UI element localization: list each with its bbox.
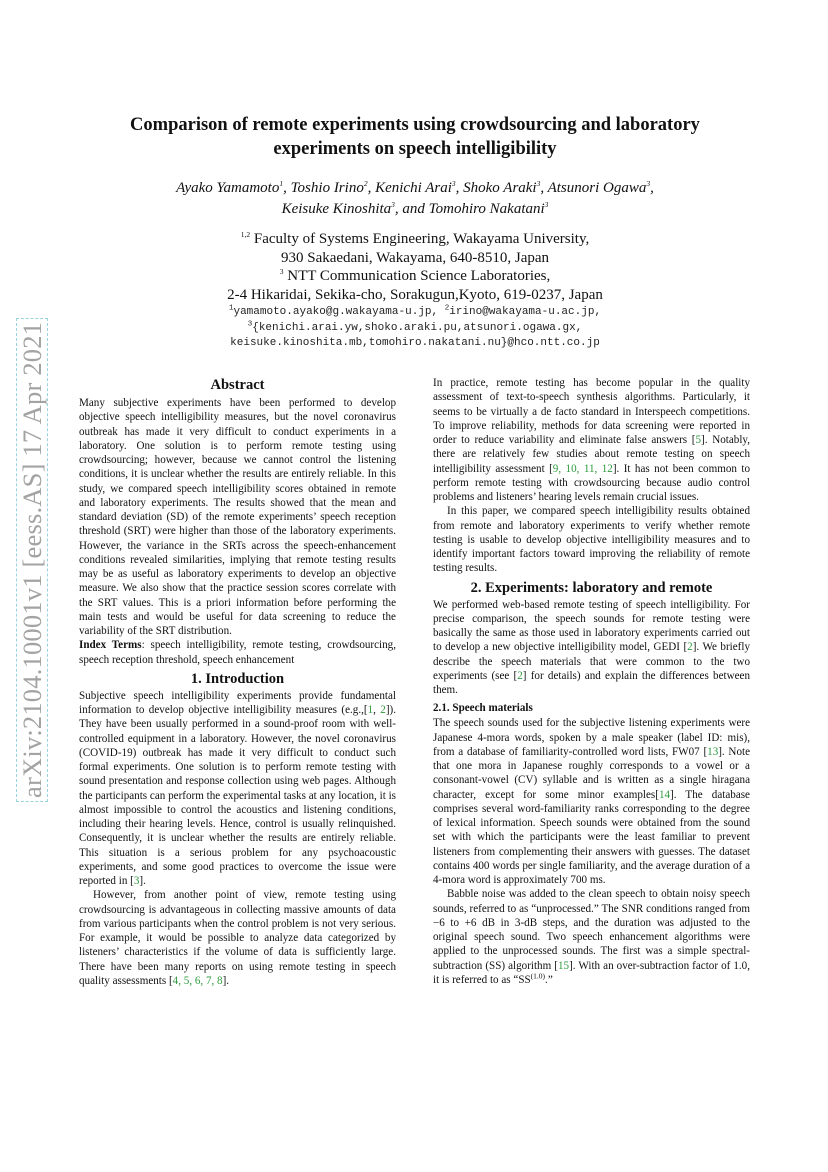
- citation-link[interactable]: 3: [133, 875, 140, 887]
- affiliation-line: 930 Sakaedani, Wakayama, 640-8510, Japan: [280, 249, 550, 266]
- affiliation-line: 2-4 Hikaridai, Sekika-cho, Sorakugun,Kyoto, 619-0237, Japan: [227, 286, 603, 303]
- text-run: ] for details) and explain the differences between them.: [433, 669, 750, 696]
- text-run: ].: [222, 974, 230, 987]
- affil-mark: 1,2: [240, 230, 251, 239]
- text-run: In practice, remote testing has become popular in the quality assessment of text-to-speech synthesis algorithms. Particularly, it seems to be virtually a de facto standard in Interspeech competitions. To improve reliability, methods for data screening were reported in order to reduce variability and eliminate false answers [: [433, 377, 750, 446]
- citation-link[interactable]: 15: [557, 959, 570, 972]
- arxiv-watermark[interactable]: [12, 321, 52, 802]
- affiliation-text: Faculty of Systems Engineering, Wakayama University,: [250, 231, 590, 247]
- author-list: [90, 178, 740, 220]
- author-affil-mark: 3: [451, 179, 456, 188]
- text-run: ].: [139, 875, 146, 887]
- email-block: [90, 305, 740, 352]
- text-run: ]. Notably, there are relatively few studies about remote testing on speech intelligibility assessment [: [433, 434, 750, 475]
- citation-link[interactable]: 13: [707, 745, 719, 758]
- author-affil-mark: 1: [279, 179, 284, 188]
- affil-mark: 3: [279, 267, 284, 276]
- left-column: [79, 376, 396, 988]
- citation-link[interactable]: 1: [367, 704, 374, 716]
- text-run: The speech sounds used for the subjective listening experiments were Japanese 4-mora words, spoken by a male speaker (label ID: mis), from a database of familiarity-controlled word lists, FW07 [: [433, 717, 750, 758]
- affiliation-line: [90, 230, 740, 249]
- right-paragraph-2: In this paper, we compared speech intelligibility results obtained from remote and laboratory experiments to verify whether remote testing is usable to develop objective intelligibility measures and to identify important factors toward improving the reliability of remote testing results.: [433, 505, 750, 575]
- text-run: ]). They have been usually performed in a sound-proof room with well-controlled equipment in a laboratory. However, the novel coronavirus (COVID-19) outbreak has made it very difficult to conduct such formal experiments. One solution is to perform remote testing with sound presentation and response collection using web pages. Although the participants can perform the experimental tasks at any location, it is almost impossible to control the acoustics and listening conditions, including their hearing levels. Hence, control is usually relinquished. Consequently, it is unclear whether the results are entirely reliable. This situation is a serious problem for any psychoacoustic experiments, and some good practices to overcome the issue were reported in [: [79, 704, 396, 887]
- title-line-2: experiments on speech intelligibility: [273, 139, 557, 159]
- title-line-1: Comparison of remote experiments using crowdsourcing and laboratory: [130, 115, 700, 135]
- citation-link[interactable]: 5: [695, 434, 702, 446]
- citation-link[interactable]: 2: [517, 669, 523, 682]
- author-affil-mark: 3: [544, 200, 549, 209]
- email-line: [90, 321, 740, 337]
- right-paragraph-1: [433, 376, 750, 504]
- abstract-text: Many subjective experiments have been performed to develop objective speech intelligibility measures, but the novel coronavirus outbreak has made it very difficult to conduct experiments in a laboratory. One solution is to perform remote testing using crowdsourcing; however, because we cannot control the listening conditions, it is unclear whether the results are entirely reliable. In this study, we compared speech intelligibility scores obtained in remote and laboratory experiments. The results showed that the mean and standard deviation (SD) of the remote experiments’ speech reception threshold (SRT) were higher than those of the laboratory experiments. However, the variance in the SRTs across the speech-enhancement conditions revealed similarities, implying that remote testing results may be as useful as laboratory experiments to develop an objective measure. We also show that the practice session scores correlate with the SRT values. This is a priori information before performing the main tests and would be useful for data screening to reduce the variability of the SRT distribution.: [79, 397, 396, 637]
- text-run: We performed web-based remote testing of speech intelligibility. For precise comparison, the speech sounds for remote testing were basically the same as those used in laboratory experiments carried out to develop a new objective intelligibility model, GEDI [: [433, 598, 750, 654]
- superscript: (1.0): [530, 971, 546, 981]
- author-name: Toshio Irino: [290, 180, 364, 196]
- author-name: and Tomohiro Nakatani: [402, 201, 545, 217]
- affiliation-text: NTT Communication Science Laboratories,: [283, 268, 551, 284]
- text-run: ]. We briefly describe the speech materials that were common to the two experiments (see [: [433, 641, 750, 682]
- paper-title: [90, 113, 740, 161]
- author-name: Ayako Yamamoto: [176, 180, 280, 196]
- index-terms-text: : speech intelligibility, remote testing, crowdsourcing, speech reception threshold, speech enhancement: [79, 639, 396, 666]
- email-address: yamamoto.ayako@g.wakayama-u.jp,: [233, 306, 445, 318]
- speech-materials-paragraph: [433, 716, 750, 887]
- babble-noise-paragraph: [433, 887, 750, 987]
- text-run: .”: [545, 973, 553, 986]
- text-run: ,: [373, 704, 381, 716]
- right-column: [433, 376, 750, 987]
- index-terms-label: Index Terms: [79, 639, 142, 652]
- author-name: Atsunori Ogawa: [547, 180, 647, 196]
- citation-link[interactable]: 2: [380, 704, 386, 716]
- email-address: {kenichi.arai.yw,shoko.araki.pu,atsunori.ogawa.gx,: [252, 321, 583, 334]
- email-mark: 1: [228, 304, 234, 313]
- text-run: ]. With an over-subtraction factor of 1.0, it is referred to as “SS: [433, 959, 750, 986]
- email-mark: 2: [444, 304, 450, 313]
- author-affil-mark: 3: [536, 179, 541, 188]
- arxiv-id-link[interactable]: arXiv:2104.10001v1 [eess.AS] 17 Apr 2021: [16, 318, 48, 802]
- author-affil-mark: 2: [363, 179, 368, 188]
- text-run: ]. The database comprises several word-familiarity ranks corresponding to the degree of lexical information. Speech sounds were obtained from the sound set with which the participants were the least familiar to prevent listeners from complementing their answers with guesses. The dataset contains 400 words per single familiarity, and the average duration of a 4-mora word is approximately 700 ms.: [433, 788, 750, 886]
- text-run: Subjective speech intelligibility experiments provide fundamental information to develop objective intelligibility measures (e.g.,[: [79, 689, 396, 716]
- email-mark: 3: [247, 319, 253, 328]
- author-line-2: Keisuke Kinoshita$^3$, and Tomohiro Nakatani$^3$: [281, 200, 549, 217]
- section-2-paragraph: [433, 598, 750, 698]
- affiliations: [90, 230, 740, 304]
- intro-paragraph-1: [79, 689, 396, 889]
- citation-link[interactable]: 2: [687, 641, 693, 654]
- email-line: [90, 305, 740, 321]
- author-name: Keisuke Kinoshita: [281, 201, 392, 217]
- author-affil-mark: 3: [391, 200, 395, 209]
- text-run: ]. Note that one mora in Japanese roughly corresponds to a vowel or a consonant-vowel (CV) syllable and is written as a single hiragana character, except for some minor examples[: [433, 745, 750, 801]
- email-address: irino@wakayama-u.ac.jp,: [449, 306, 602, 318]
- citation-link[interactable]: 9, 10, 11, 12: [552, 462, 613, 475]
- affiliation-line: [90, 267, 740, 286]
- subsection-2-1-heading: 2.1. Speech materials: [433, 702, 533, 715]
- text-run: ]. It has not been common to perform remote testing with crowdsourcing because audio control problems and listeners’ hearing levels remain crucial issues.: [433, 462, 750, 503]
- intro-heading: 1. Introduction: [190, 670, 285, 687]
- intro-paragraph-2: [79, 888, 396, 988]
- author-line-1: Ayako Yamamoto$^1$, Toshio Irino$^2$, Kenichi Arai$^3$, Shoko Araki$^3$, Atsunori Ogawa$^3$,: [176, 179, 654, 196]
- citation-link[interactable]: 14: [658, 788, 671, 801]
- index-terms: [79, 638, 396, 667]
- text-run: However, from another point of view, remote testing using crowdsourcing is advantageous in collecting massive amounts of data from various participants when the control problem is not very serious. For example, it would be possible to analyze data categorized by listeners’ characteristics if the volume of data is sufficiently large. There have been many reports on using remote testing in speech quality assessments [: [79, 889, 396, 987]
- author-name: Kenichi Arai: [375, 180, 452, 196]
- email-line: keisuke.kinoshita.mb,tomohiro.nakatani.nu}@hco.ntt.co.jp: [230, 337, 600, 349]
- section-2-heading: 2. Experiments: laboratory and remote: [470, 579, 713, 596]
- author-name: Shoko Araki: [463, 180, 537, 196]
- author-affil-mark: 3: [646, 179, 651, 188]
- text-run: Babble noise was added to the clean speech to obtain noisy speech sounds, referred to as “unprocessed.” The SNR conditions ranged from −6 to +6 dB in 3-dB steps, and the duration was adjusted to the original speech sound. Two speech enhancement algorithms were applied to the unprocessed sounds. The first was a simple spectral-subtraction (SS) algorithm [: [433, 888, 750, 972]
- citation-link[interactable]: 4, 5, 6, 7, 8: [172, 974, 223, 987]
- abstract-heading: Abstract: [210, 377, 265, 393]
